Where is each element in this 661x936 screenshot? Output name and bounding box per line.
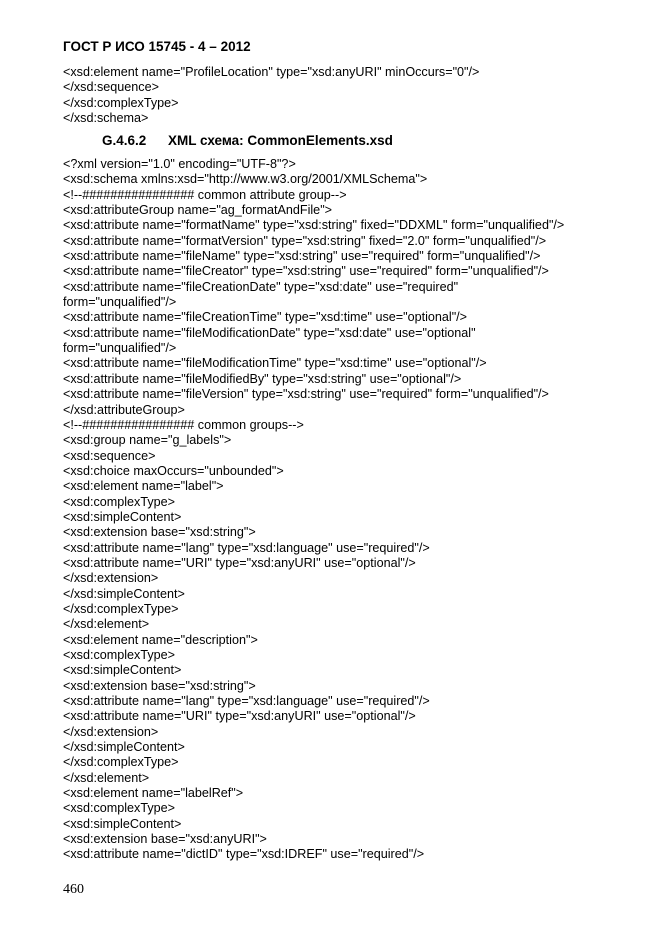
code-line: </xsd:complexType>: [63, 601, 179, 616]
code-line: <xsd:attribute name="formatVersion" type="xsd:string" fixed="2.0" form="unqualified"/>: [63, 233, 547, 248]
code-line: <xsd:attribute name="fileModificationDate" type="xsd:date" use="optional": [63, 325, 476, 340]
section-heading: [102, 133, 393, 148]
code-line: <xsd:attribute name="fileCreationTime" type="xsd:time" use="optional"/>: [63, 310, 468, 325]
code-line: <xsd:group name="g_labels">: [63, 433, 232, 448]
code-line: </xsd:extension>: [63, 571, 159, 586]
code-line: </xsd:complexType>: [63, 755, 179, 770]
code-line: <xsd:attribute name="dictID" type="xsd:IDREF" use="required"/>: [63, 847, 425, 862]
code-line: <!--################ common attribute group-->: [63, 187, 347, 202]
code-line: <!--################ common groups-->: [63, 417, 304, 432]
code-line: <xsd:complexType>: [63, 648, 176, 662]
code-line: <xsd:attribute name="URI" type="xsd:anyURI" use="optional"/>: [63, 709, 416, 724]
code-line: <xsd:extension base="xsd:anyURI">: [63, 832, 267, 847]
code-line: </xsd:element>: [63, 617, 150, 632]
code-line: <xsd:attribute name="lang" type="xsd:language" use="required"/>: [63, 694, 430, 709]
code-line: <xsd:complexType>: [63, 801, 176, 816]
section-title: XML схема: CommonElements.xsd: [168, 133, 393, 148]
code-line: form="unqualified"/>: [63, 295, 177, 310]
code-line: <xsd:attribute name="formatName" type="xsd:string" fixed="DDXML" form="unqualified"/>: [63, 218, 565, 233]
code-line: <xsd:choice maxOccurs="unbounded">: [63, 463, 284, 478]
code-line: </xsd:element>: [63, 770, 150, 785]
code-line: <xsd:extension base="xsd:string">: [63, 678, 256, 693]
code-line: </xsd:simpleContent>: [63, 586, 185, 601]
code-line: <xsd:element name="label">: [63, 479, 224, 494]
code-line: <xsd:element name="description">: [63, 632, 258, 647]
code-line: <xsd:complexType>: [63, 494, 176, 509]
code-line: <xsd:attribute name="fileCreationDate" type="xsd:date" use="required": [63, 279, 459, 294]
code-line: <xsd:attribute name="fileVersion" type="xsd:string" use="required" form="unqualified"/>: [63, 387, 549, 402]
code-block-main: [63, 157, 643, 863]
section-number: G.4.6.2: [102, 133, 147, 148]
code-line: <xsd:extension base="xsd:string">: [63, 525, 256, 540]
code-line: </xsd:extension>: [63, 724, 159, 739]
code-line: <xsd:attribute name="fileModificationTime" type="xsd:time" use="optional"/>: [63, 356, 487, 371]
code-line: <xsd:element name="ProfileLocation" type="xsd:anyURI" minOccurs="0"/>: [63, 65, 480, 79]
code-line: <xsd:attribute name="URI" type="xsd:anyURI" use="optional"/>: [63, 555, 416, 570]
code-line: <xsd:sequence>: [63, 448, 156, 463]
code-line: <xsd:simpleContent>: [63, 816, 182, 831]
code-line: <xsd:attribute name="lang" type="xsd:language" use="required"/>: [63, 540, 430, 555]
document-header: ГОСТ Р ИСО 15745 - 4 – 2012: [63, 39, 251, 54]
code-line: <?xml version="1.0" encoding="UTF-8"?>: [63, 157, 296, 171]
code-line: </xsd:attributeGroup>: [63, 402, 185, 417]
code-line: <xsd:attribute name="fileModifiedBy" type="xsd:string" use="optional"/>: [63, 371, 462, 386]
code-line: <xsd:simpleContent>: [63, 509, 182, 524]
code-block-top: [63, 65, 643, 126]
code-line: </xsd:sequence>: [63, 80, 159, 95]
code-line: <xsd:attribute name="fileCreator" type="xsd:string" use="required" form="unqualified"/>: [63, 264, 549, 279]
code-line: <xsd:element name="labelRef">: [63, 786, 244, 801]
code-line: <xsd:attributeGroup name="ag_formatAndFile">: [63, 203, 333, 218]
code-line: <xsd:simpleContent>: [63, 663, 182, 678]
code-line: <xsd:schema xmlns:xsd="http://www.w3.org/2001/XMLSchema">: [63, 172, 428, 187]
page-number: 460: [63, 882, 84, 897]
code-line: </xsd:simpleContent>: [63, 740, 185, 755]
code-line: </xsd:complexType>: [63, 95, 179, 110]
code-line: </xsd:schema>: [63, 111, 149, 126]
code-line: form="unqualified"/>: [63, 341, 177, 356]
code-line: <xsd:attribute name="fileName" type="xsd:string" use="required" form="unqualified"/>: [63, 249, 541, 264]
